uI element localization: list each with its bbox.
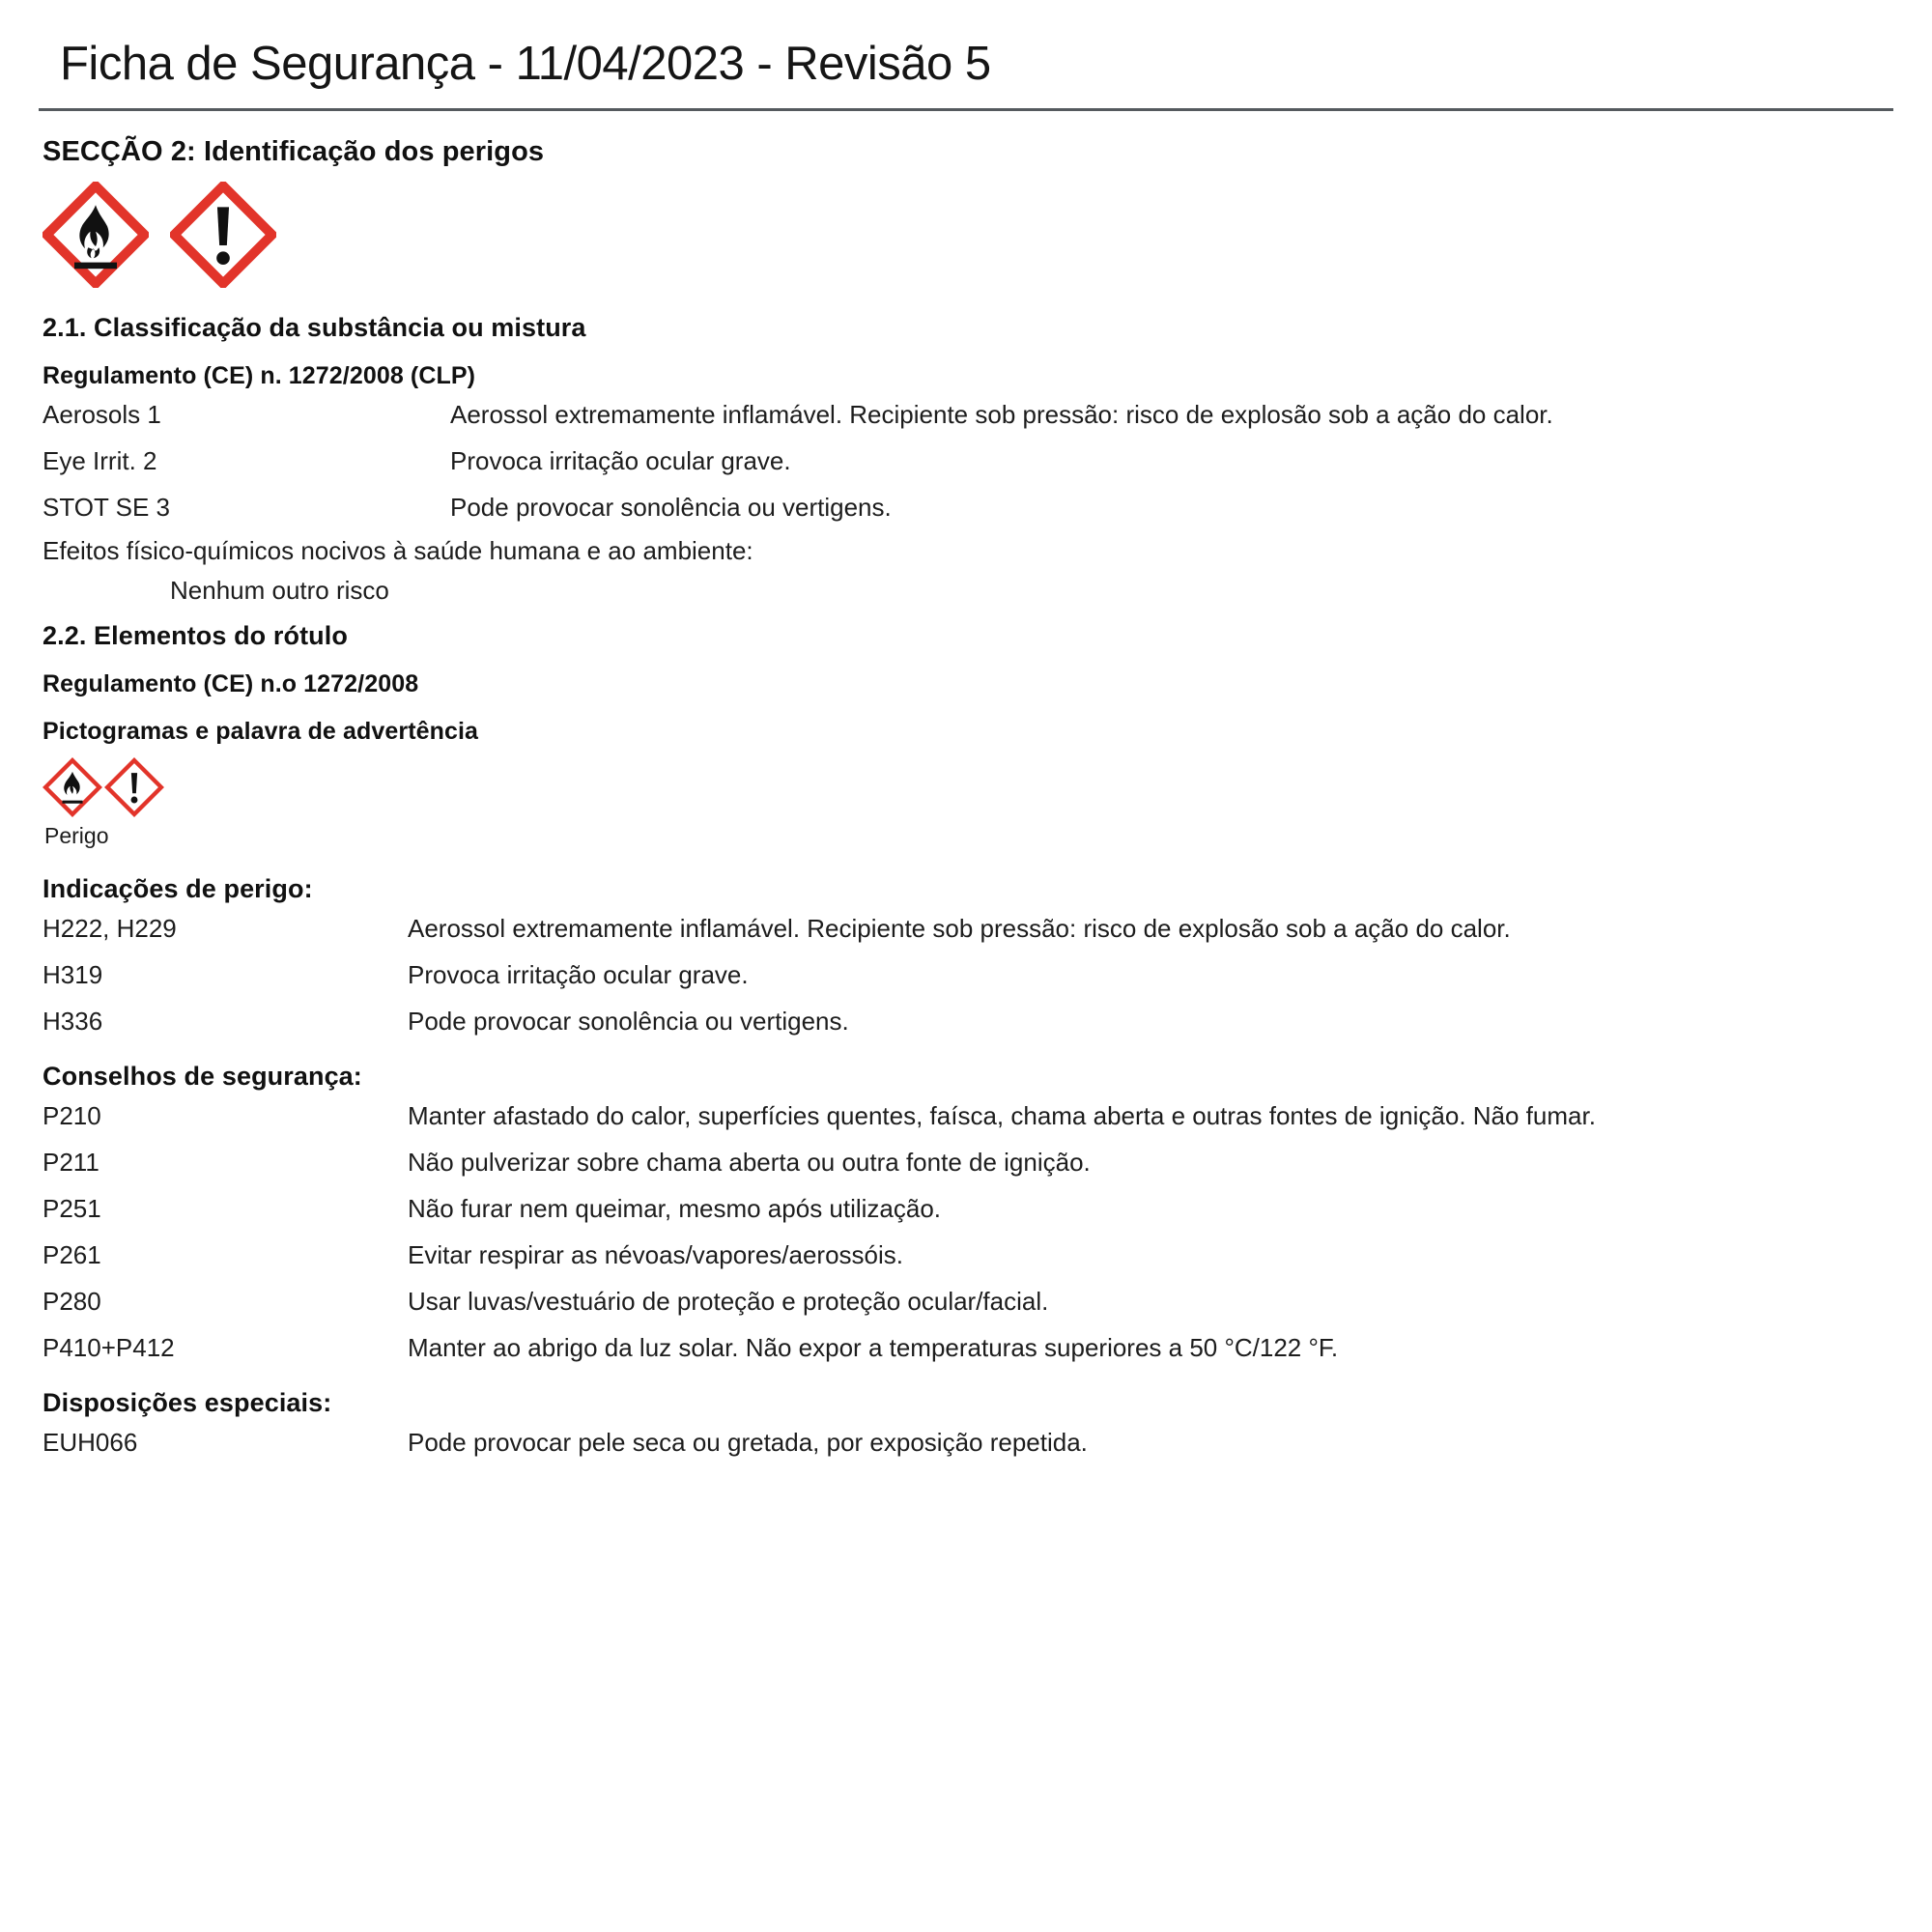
exclamation-mark-pictogram bbox=[104, 757, 164, 817]
pictogram-row-top bbox=[43, 182, 1893, 288]
table-row bbox=[43, 446, 1897, 476]
table-row bbox=[43, 400, 1897, 430]
subsection-2-2-heading: 2.2. Elementos do rótulo bbox=[43, 621, 348, 650]
precaution-text: Não pulverizar sobre chama aberta ou outra fonte de ignição. bbox=[408, 1148, 1091, 1177]
euh-code: EUH066 bbox=[43, 1428, 138, 1457]
precaution-code: P280 bbox=[43, 1287, 101, 1316]
label-regulation-label: Regulamento (CE) n.o 1272/2008 bbox=[43, 670, 419, 697]
page-title: Ficha de Segurança - 11/04/2023 - Revisão 5 bbox=[60, 38, 991, 90]
classification-code: Aerosols 1 bbox=[43, 400, 161, 429]
hazard-statements-table bbox=[43, 914, 1897, 1037]
classification-text: Aerossol extremamente inflamável. Recipiente sob pressão: risco de explosão sob a ação do calor. bbox=[450, 400, 1553, 429]
classification-text: Pode provocar sonolência ou vertigens. bbox=[450, 493, 892, 522]
precautionary-statements-heading: Conselhos de segurança: bbox=[43, 1062, 362, 1091]
precaution-code: P210 bbox=[43, 1101, 101, 1130]
table-row bbox=[43, 1007, 1897, 1037]
special-provisions-heading: Disposições especiais: bbox=[43, 1388, 332, 1417]
classification-text: Provoca irritação ocular grave. bbox=[450, 446, 791, 475]
table-row bbox=[43, 1194, 1897, 1224]
table-row bbox=[43, 1148, 1897, 1178]
table-row bbox=[43, 1240, 1897, 1270]
special-provisions-table bbox=[43, 1428, 1897, 1458]
precaution-code: P261 bbox=[43, 1240, 101, 1269]
flame-pictogram bbox=[43, 757, 102, 817]
hazard-statements-heading: Indicações de perigo: bbox=[43, 874, 313, 903]
exclamation-mark-pictogram bbox=[170, 182, 276, 288]
hazard-code: H319 bbox=[43, 960, 103, 989]
table-row bbox=[43, 1333, 1897, 1363]
hazard-text: Pode provocar sonolência ou vertigens. bbox=[408, 1007, 849, 1036]
precaution-text: Manter ao abrigo da luz solar. Não expor a temperaturas superiores a 50 °C/122 °F. bbox=[408, 1333, 1339, 1362]
table-row bbox=[43, 493, 1897, 523]
hazard-text: Aerossol extremamente inflamável. Recipiente sob pressão: risco de explosão sob a ação do calor. bbox=[408, 914, 1511, 943]
physicochemical-effects-label: Efeitos físico-químicos nocivos à saúde humana e ao ambiente: bbox=[43, 536, 753, 565]
table-row bbox=[43, 914, 1897, 944]
subsection-2-1-heading: 2.1. Classificação da substância ou mistura bbox=[43, 313, 586, 342]
precaution-code: P211 bbox=[43, 1148, 99, 1177]
title-divider bbox=[39, 108, 1893, 111]
hazard-code: H222, H229 bbox=[43, 914, 177, 943]
table-row bbox=[43, 960, 1897, 990]
table-row bbox=[43, 1428, 1897, 1458]
precautionary-statements-table bbox=[43, 1101, 1897, 1363]
classification-code: Eye Irrit. 2 bbox=[43, 446, 157, 475]
classification-table bbox=[43, 400, 1897, 523]
flame-pictogram bbox=[43, 182, 149, 288]
pictograms-heading: Pictogramas e palavra de advertência bbox=[43, 718, 479, 745]
euh-text: Pode provocar pele seca ou gretada, por exposição repetida. bbox=[408, 1428, 1088, 1457]
physicochemical-effects-value: Nenhum outro risco bbox=[170, 576, 389, 605]
clp-regulation-label: Regulamento (CE) n. 1272/2008 (CLP) bbox=[43, 362, 476, 389]
table-row bbox=[43, 1101, 1897, 1131]
pictogram-row-label bbox=[43, 757, 1893, 817]
hazard-code: H336 bbox=[43, 1007, 103, 1036]
precaution-text: Não furar nem queimar, mesmo após utilização. bbox=[408, 1194, 942, 1223]
section-heading: SECÇÃO 2: Identificação dos perigos bbox=[43, 136, 545, 167]
precaution-code: P251 bbox=[43, 1194, 101, 1223]
hazard-text: Provoca irritação ocular grave. bbox=[408, 960, 749, 989]
classification-code: STOT SE 3 bbox=[43, 493, 170, 522]
precaution-text: Usar luvas/vestuário de proteção e proteção ocular/facial. bbox=[408, 1287, 1049, 1316]
precaution-code: P410+P412 bbox=[43, 1333, 175, 1362]
table-row bbox=[43, 1287, 1897, 1317]
precaution-text: Manter afastado do calor, superfícies quentes, faísca, chama aberta e outras fontes de ignição. Não fumar. bbox=[408, 1101, 1596, 1130]
signal-word: Perigo bbox=[44, 823, 109, 848]
precaution-text: Evitar respirar as névoas/vapores/aerossóis. bbox=[408, 1240, 904, 1269]
